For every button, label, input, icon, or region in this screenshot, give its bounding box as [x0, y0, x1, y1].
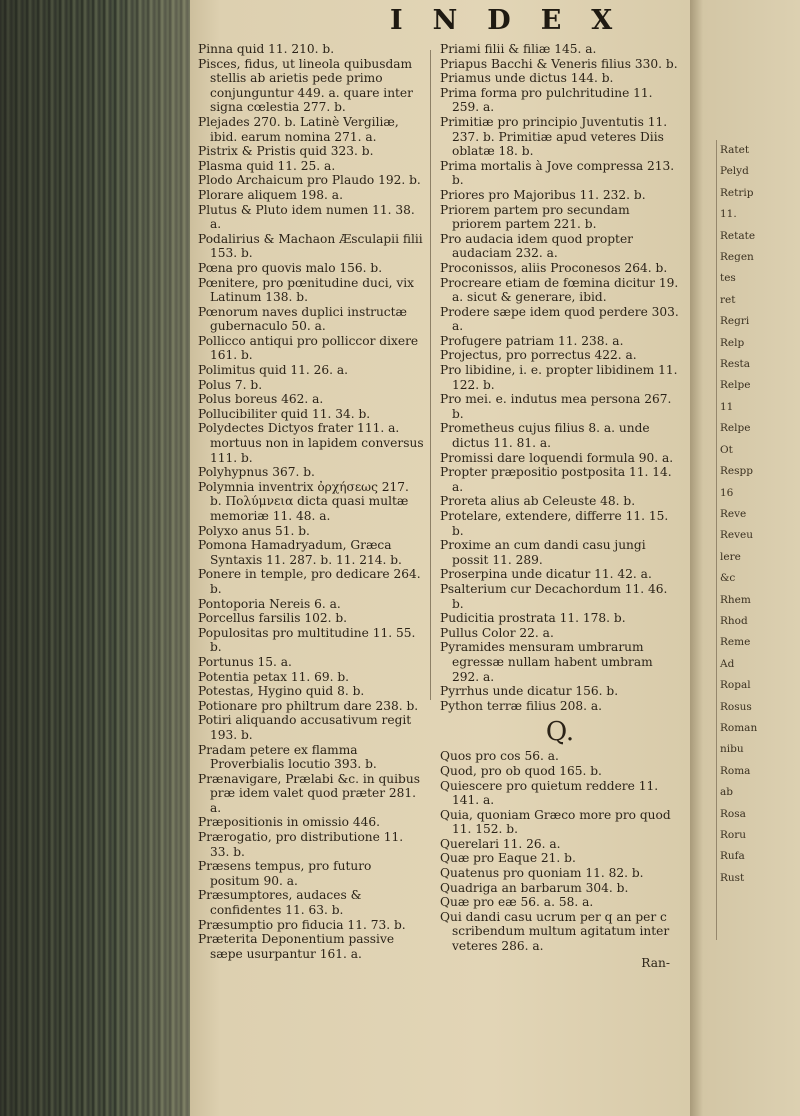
index-entry: Polydectes Dictyos frater 111. a. mortuus non in lapidem conversus 111. b. [198, 421, 424, 465]
margin-fragment: 11 [720, 400, 734, 413]
index-entry: Qui dandi casu ucrum per q an per c scribendum multum agitatum inter veteres 286. a. [440, 909, 670, 954]
index-entry: Quiescere pro quietum reddere 11. 141. a. [440, 778, 659, 808]
index-entry: Polus boreus 462. a. [198, 392, 324, 407]
index-entry: Potestas, Hygino quid 8. b. [198, 684, 365, 699]
margin-fragment: Ratet [720, 144, 750, 156]
page-header: INDEX [390, 5, 643, 36]
index-entry: Pœnitere, pro pœnitudine duci, vix Latinum 138. b. [198, 275, 415, 305]
index-entry: Præsumptio pro fiducia 11. 73. b. [198, 917, 406, 932]
index-entry: Præsumptores, audaces & confidentes 11. 63. b. [198, 888, 362, 918]
margin-fragment: &c [720, 572, 736, 585]
index-entry: Prodere sæpe idem quod perdere 303. a. [440, 304, 679, 334]
index-entry: Polus 7. b. [198, 377, 263, 392]
index-entry: Protelare, extendere, differre 11. 15. b. [440, 509, 669, 538]
index-entry: Pinna quid 11. 210. b. [198, 42, 335, 56]
index-entry: Propter præpositio postposita 11. 14. a. [440, 465, 672, 494]
right-column-q-entries [440, 749, 680, 953]
index-entry: Pullus Color 22. a. [440, 625, 554, 640]
index-entry: Psalterium cur Decachordum 11. 46. b. [440, 581, 668, 611]
margin-fragment: Respp [720, 465, 753, 478]
adjacent-page [690, 0, 800, 1116]
index-entry: Quod, pro ob quod 165. b. [440, 763, 602, 778]
margin-fragment: Relpe [720, 379, 751, 392]
adjacent-page-fragments [720, 140, 798, 889]
margin-fragment: tes [720, 272, 736, 285]
index-entry: Potionare pro philtrum dare 238. b. [198, 698, 419, 713]
index-entry: Potiri aliquando accusativum regit 193. b. [198, 713, 412, 742]
index-entry: Procreare etiam de fœmina dicitur 19. a. sicut & generare, ibid. [440, 275, 679, 305]
index-entry: Plejades 270. b. Latinè Vergiliæ, ibid. earum nomina 271. a. [198, 114, 399, 144]
margin-fragment: Rufa [720, 850, 745, 863]
index-entry: Pisces, fidus, ut lineola quibusdam stellis ab arietis pede primo conjunguntur 449. a. quare inter signa cœlestia 277. b. [198, 56, 413, 115]
index-entry: Potentia petax 11. 69. b. [198, 669, 350, 684]
index-entry: Pœnorum naves duplici instructæ gubernaculo 50. a. [198, 304, 407, 334]
index-entry: Podalirius & Machaon Æsculapii filii 153. b. [198, 231, 423, 261]
index-entry: Priapus Bacchi & Veneris filius 330. b. [440, 56, 678, 71]
index-entry: Proxime an cum dandi casu jungi possit 11. 289. [440, 538, 646, 567]
index-entry: Priami filii & filiæ 145. a. [440, 42, 597, 56]
margin-fragment: Retrip [720, 186, 754, 199]
margin-fragment: 16 [720, 486, 734, 499]
index-entry: Pro libidine, i. e. propter libidinem 11. 122. b. [440, 363, 678, 392]
margin-fragment: nibu [720, 743, 744, 756]
margin-fragment: Ot [720, 443, 733, 456]
index-entry: Polymnia inventrix ὀρχήσεως 217. b. Πολύμνεια dicta quasi multæ memoriæ 11. 48. a. [198, 479, 409, 523]
index-entry: Plorare aliquem 198. a. [198, 187, 343, 202]
index-entry: Pyrrhus unde dicatur 156. b. [440, 684, 619, 699]
index-entry: Pollucibiliter quid 11. 34. b. [198, 406, 371, 421]
index-entry: Præsens tempus, pro futuro positum 90. a. [198, 859, 372, 888]
catchword: Ran- [641, 955, 670, 970]
index-entry: Proserpina unde dicatur 11. 42. a. [440, 567, 652, 582]
index-entry: Prima forma pro pulchritudine 11. 259. a. [440, 85, 653, 115]
index-entry: Polimitus quid 11. 26. a. [198, 363, 349, 378]
margin-fragment: Rosa [720, 807, 746, 820]
index-entry: Pontoporia Nereis 6. a. [198, 596, 341, 611]
index-entry: Porcellus farsilis 102. b. [198, 611, 348, 626]
left-column [198, 42, 424, 961]
margin-fragment: Retate [720, 229, 756, 242]
margin-fragment: lere [720, 550, 741, 563]
margin-fragment: Rhod [720, 614, 748, 627]
index-entry: Quæ pro Eaque 21. b. [440, 851, 576, 866]
margin-fragment: Relp [720, 336, 745, 349]
index-entry: Plutus & Pluto idem numen 11. 38. a. [198, 202, 415, 232]
index-entry: Priorem partem pro secundam priorem partem 221. b. [440, 202, 630, 232]
index-entry: Plasma quid 11. 25. a. [198, 158, 336, 173]
margin-fragment: ab [720, 786, 733, 799]
index-entry: Proreta alius ab Celeuste 48. b. [440, 494, 636, 509]
index-entry: Præterita Deponentium passive sæpe usurpantur 161. a. [198, 932, 395, 961]
index-entry: Profugere patriam 11. 238. a. [440, 333, 624, 348]
index-entry: Pomona Hamadryadum, Græca Syntaxis 11. 287. b. 11. 214. b. [198, 538, 402, 567]
margin-fragment: Ropal [720, 679, 751, 692]
index-entry: Projectus, pro porrectus 422. a. [440, 348, 637, 363]
column-divider [430, 50, 431, 700]
margin-fragment: Resta [720, 358, 750, 371]
index-entry: Prærogatio, pro distributione 11. 33. b. [198, 830, 404, 859]
index-entry: Prima mortalis à Jove compressa 213. b. [440, 158, 675, 188]
index-entry: Pyramides mensuram umbrarum egressæ nullam habent umbram 292. a. [440, 640, 653, 684]
index-entry: Portunus 15. a. [198, 654, 292, 669]
index-entry: Proconissos, aliis Proconesos 264. b. [440, 260, 668, 275]
index-entry: Polyxo anus 51. b. [198, 523, 310, 538]
margin-fragment: Reme [720, 636, 751, 649]
index-entry: Pistrix & Pristis quid 323. b. [198, 144, 374, 159]
index-entry: Prometheus cujus filius 8. a. unde dictus 11. 81. a. [440, 421, 650, 451]
index-entry: Plodo Archaicum pro Plaudo 192. b. [198, 173, 421, 188]
index-entry: Ponere in temple, pro dedicare 264. b. [198, 567, 421, 596]
index-entry: Pro audacia idem quod propter audaciam 232. a. [440, 231, 633, 261]
margin-fragment: 11. [720, 208, 737, 221]
index-page [190, 0, 690, 1116]
spine-shadow [0, 0, 190, 1116]
index-entry: Pœna pro quovis malo 156. b. [198, 260, 383, 275]
margin-fragment: Regri [720, 315, 750, 328]
margin-fragment: Regen [720, 251, 754, 264]
right-column-p-entries [440, 42, 680, 713]
margin-fragment: Roru [720, 829, 747, 841]
index-entry: Pradam petere ex flamma Proverbialis locutio 393. b. [198, 742, 377, 772]
right-column [440, 42, 680, 970]
margin-fragment: Ad [720, 657, 735, 670]
index-entry: Pudicitia prostrata 11. 178. b. [440, 611, 626, 626]
adjacent-page-rule [716, 140, 717, 940]
index-entry: Præpositionis in omissio 446. [198, 815, 380, 830]
margin-fragment: Rosus [720, 700, 752, 713]
margin-fragment: Reveu [720, 529, 754, 542]
index-entry: Quos pro cos 56. a. [440, 749, 559, 764]
index-entry: Quia, quoniam Græco more pro quod 11. 152. b. [440, 807, 671, 837]
margin-fragment: Pelyd [720, 165, 749, 178]
index-entry: Promissi dare loquendi formula 90. a. [440, 450, 674, 465]
index-entry: Pro mei. e. indutus mea persona 267. b. [440, 392, 672, 421]
index-entry: Quadriga an barbarum 304. b. [440, 880, 629, 895]
margin-fragment: Roma [720, 764, 751, 777]
index-entry: Primitiæ pro principio Juventutis 11. 237. b. Primitiæ apud veteres Diis oblatæ 18. b. [440, 114, 668, 159]
index-entry: Python terræ filius 208. a. [440, 698, 603, 713]
index-entry: Quatenus pro quoniam 11. 82. b. [440, 866, 644, 881]
margin-fragment: ret [720, 293, 736, 306]
index-entry: Priamus unde dictus 144. b. [440, 71, 614, 86]
index-entry: Populositas pro multitudine 11. 55. b. [198, 625, 416, 655]
index-entry: Pollicco antiqui pro polliccor dixere 161. b. [198, 333, 419, 363]
index-entry: Priores pro Majoribus 11. 232. b. [440, 187, 646, 202]
margin-fragment: Reve [720, 507, 747, 520]
index-entry: Querelari 11. 26. a. [440, 836, 561, 851]
index-entry: Prænavigare, Prælabi &c. in quibus præ idem valet quod præter 281. a. [198, 771, 420, 815]
margin-fragment: Relpe [720, 422, 751, 435]
margin-fragment: Roman [720, 721, 758, 734]
index-entry: Quæ pro eæ 56. a. 58. a. [440, 895, 594, 910]
index-entry: Polyhypnus 367. b. [198, 465, 315, 480]
margin-fragment: Rust [720, 871, 745, 884]
margin-fragment: Rhem [720, 593, 751, 606]
section-letter: Q. [545, 717, 575, 748]
